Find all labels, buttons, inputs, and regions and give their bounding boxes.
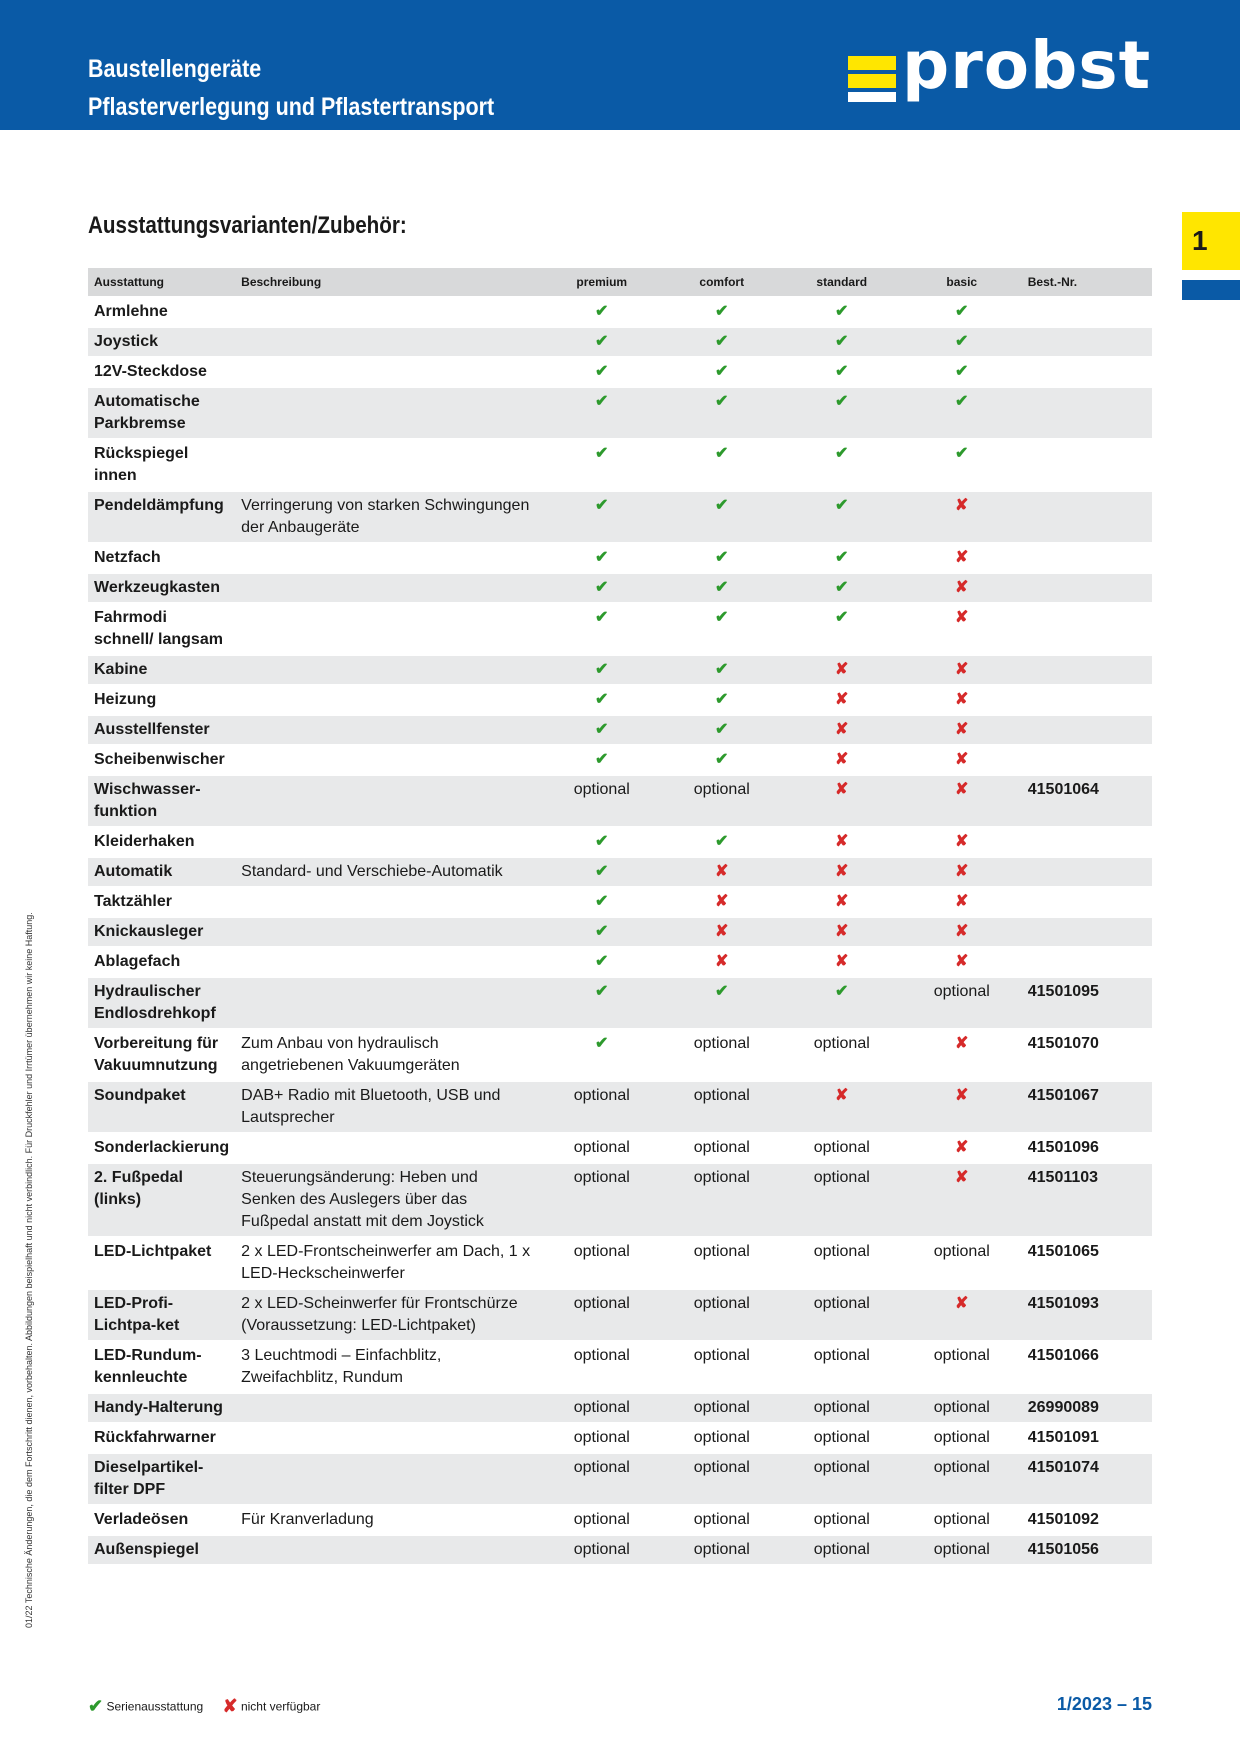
row-comfort-value: optional: [662, 1505, 782, 1535]
cross-icon: ✘: [902, 1029, 1022, 1081]
check-icon: ✔: [782, 977, 902, 1029]
row-basic-value: optional: [902, 1505, 1022, 1535]
row-description: Zum Anbau von hydraulisch angetriebenen Vakuumgeräten: [235, 1029, 542, 1081]
check-icon: ✔: [662, 491, 782, 543]
row-order-number: [1022, 887, 1152, 917]
table-row: [88, 977, 1152, 1029]
check-icon: ✔: [902, 387, 1022, 439]
row-order-number: [1022, 745, 1152, 775]
legend: [88, 1696, 320, 1717]
cross-icon: ✘: [902, 491, 1022, 543]
check-icon: ✔: [542, 327, 662, 357]
check-icon: ✔: [662, 685, 782, 715]
row-description: Steuerungsänderung: Heben und Senken des Auslegers über das Fußpedal anstatt mit dem Joystick: [235, 1163, 542, 1237]
logo-bar-icon: [848, 92, 896, 102]
legend-cross-label: nicht verfügbar: [240, 1699, 321, 1714]
row-comfort-value: optional: [662, 1133, 782, 1163]
row-order-number: 41501091: [1022, 1423, 1152, 1453]
row-comfort-value: optional: [662, 1341, 782, 1393]
row-description: [235, 917, 542, 947]
table-row: [88, 603, 1152, 655]
cross-icon: ✘: [902, 745, 1022, 775]
check-icon: ✔: [542, 543, 662, 573]
check-icon: ✔: [542, 857, 662, 887]
row-feature-name: Ausstellfenster: [88, 715, 235, 745]
row-feature-name: Kabine: [88, 655, 235, 685]
check-icon: ✔: [782, 573, 902, 603]
check-icon: ✔: [782, 297, 902, 327]
check-icon: ✔: [902, 327, 1022, 357]
check-icon: ✔: [782, 439, 902, 491]
row-basic-value: optional: [902, 977, 1022, 1029]
cross-icon: ✘: [782, 857, 902, 887]
row-feature-name: Rückfahrwarner: [88, 1423, 235, 1453]
header-title: [88, 50, 494, 126]
row-feature-name: Automatische Parkbremse: [88, 387, 235, 439]
cross-icon: ✘: [902, 827, 1022, 857]
row-feature-name: Ablagefach: [88, 947, 235, 977]
check-icon: ✔: [782, 387, 902, 439]
row-premium-value: optional: [542, 1453, 662, 1505]
col-header-comfort: comfort: [662, 268, 782, 297]
cross-icon: ✘: [902, 947, 1022, 977]
row-order-number: [1022, 917, 1152, 947]
check-icon: ✔: [542, 1029, 662, 1081]
row-comfort-value: optional: [662, 1535, 782, 1565]
table-row: [88, 297, 1152, 327]
row-description: [235, 387, 542, 439]
table-row: [88, 1453, 1152, 1505]
check-icon: ✔: [782, 543, 902, 573]
row-order-number: [1022, 655, 1152, 685]
row-order-number: [1022, 357, 1152, 387]
row-order-number: [1022, 603, 1152, 655]
logo-bar-icon: [848, 74, 896, 88]
row-feature-name: Knickausleger: [88, 917, 235, 947]
row-standard-value: optional: [782, 1341, 902, 1393]
check-icon: ✔: [902, 297, 1022, 327]
row-feature-name: Soundpaket: [88, 1081, 235, 1133]
row-standard-value: optional: [782, 1423, 902, 1453]
cross-icon: ✘: [902, 543, 1022, 573]
cross-icon: ✘: [902, 857, 1022, 887]
col-header-ausstattung: Ausstattung: [88, 268, 235, 297]
table-row: [88, 775, 1152, 827]
row-description: 3 Leuchtmodi – Einfachblitz, Zweifachblitz, Rundum: [235, 1341, 542, 1393]
cross-icon: ✘: [782, 745, 902, 775]
row-order-number: [1022, 947, 1152, 977]
cross-icon: ✘: [782, 1081, 902, 1133]
row-order-number: [1022, 685, 1152, 715]
row-basic-value: optional: [902, 1535, 1022, 1565]
check-icon: ✔: [662, 297, 782, 327]
row-basic-value: optional: [902, 1237, 1022, 1289]
col-header-bestnr: Best.-Nr.: [1022, 268, 1152, 297]
check-icon: ✔: [662, 977, 782, 1029]
row-premium-value: optional: [542, 1423, 662, 1453]
row-comfort-value: optional: [662, 1423, 782, 1453]
header-title-line1: Baustellengeräte: [88, 55, 262, 83]
row-description: [235, 1393, 542, 1423]
row-description: [235, 1423, 542, 1453]
check-icon: ✔: [542, 491, 662, 543]
cross-icon: ✘: [782, 715, 902, 745]
row-order-number: [1022, 439, 1152, 491]
check-icon: ✔: [542, 917, 662, 947]
row-order-number: 41501092: [1022, 1505, 1152, 1535]
row-description: Verringerung von starken Schwingungen der Anbaugeräte: [235, 491, 542, 543]
row-premium-value: optional: [542, 1081, 662, 1133]
logo-wordmark: probst: [902, 27, 1152, 104]
row-premium-value: optional: [542, 1237, 662, 1289]
check-icon: ✔: [542, 573, 662, 603]
row-description: [235, 947, 542, 977]
row-comfort-value: optional: [662, 1289, 782, 1341]
table-row: [88, 357, 1152, 387]
table-body: [88, 297, 1152, 1565]
table-row: [88, 543, 1152, 573]
row-comfort-value: optional: [662, 775, 782, 827]
header-title-line2: Pflasterverlegung und Pflastertransport: [88, 93, 495, 121]
row-feature-name: LED-Profi-Lichtpa-ket: [88, 1289, 235, 1341]
disclaimer-note: 01/22 Technische Änderungen, die dem Fortschritt dienen, vorbehalten. Abbildungen beispielhaft und nicht verbindlich. Für Druckfehler und Irrtümer übernehmen wir keine Haftung.: [24, 912, 34, 1628]
row-order-number: [1022, 715, 1152, 745]
row-order-number: [1022, 327, 1152, 357]
row-order-number: 41501070: [1022, 1029, 1152, 1081]
check-icon: ✔: [542, 357, 662, 387]
row-feature-name: 12V-Steckdose: [88, 357, 235, 387]
table-row: [88, 745, 1152, 775]
row-order-number: 41501096: [1022, 1133, 1152, 1163]
table-row: [88, 327, 1152, 357]
row-feature-name: Verladeösen: [88, 1505, 235, 1535]
legend-check-label: Serienausstattung: [106, 1699, 204, 1714]
row-standard-value: optional: [782, 1237, 902, 1289]
table-row: [88, 1029, 1152, 1081]
col-header-beschreibung: Beschreibung: [235, 268, 542, 297]
cross-icon: ✘: [902, 715, 1022, 745]
row-description: 2 x LED-Scheinwerfer für Frontschürze (Voraussetzung: LED-Lichtpaket): [235, 1289, 542, 1341]
row-feature-name: Sonderlackierung: [88, 1133, 235, 1163]
row-description: [235, 297, 542, 327]
table-row: [88, 439, 1152, 491]
row-comfort-value: optional: [662, 1453, 782, 1505]
table-row: [88, 1081, 1152, 1133]
row-comfort-value: optional: [662, 1393, 782, 1423]
row-feature-name: Taktzähler: [88, 887, 235, 917]
table-row: [88, 1505, 1152, 1535]
check-icon: ✔: [542, 745, 662, 775]
cross-icon: ✘: [902, 887, 1022, 917]
row-description: [235, 887, 542, 917]
row-description: [235, 1535, 542, 1565]
check-icon: ✔: [542, 715, 662, 745]
table-row: [88, 655, 1152, 685]
cross-icon: ✘: [902, 1163, 1022, 1237]
row-feature-name: Heizung: [88, 685, 235, 715]
check-icon: ✔: [542, 887, 662, 917]
row-standard-value: optional: [782, 1453, 902, 1505]
check-icon: ✔: [902, 357, 1022, 387]
row-order-number: [1022, 387, 1152, 439]
check-icon: ✔: [662, 827, 782, 857]
cross-icon: ✘: [902, 655, 1022, 685]
row-description: [235, 439, 542, 491]
cross-icon: ✘: [662, 947, 782, 977]
row-standard-value: optional: [782, 1535, 902, 1565]
cross-icon: ✘: [782, 827, 902, 857]
row-feature-name: Joystick: [88, 327, 235, 357]
check-icon: ✔: [542, 947, 662, 977]
row-order-number: 41501064: [1022, 775, 1152, 827]
row-premium-value: optional: [542, 1393, 662, 1423]
row-comfort-value: optional: [662, 1163, 782, 1237]
cross-icon: ✘: [902, 1081, 1022, 1133]
row-description: [235, 715, 542, 745]
row-order-number: 41501065: [1022, 1237, 1152, 1289]
table-row: [88, 1133, 1152, 1163]
table-row: [88, 857, 1152, 887]
check-icon: ✔: [662, 543, 782, 573]
row-premium-value: optional: [542, 1289, 662, 1341]
row-premium-value: optional: [542, 1505, 662, 1535]
row-standard-value: optional: [782, 1393, 902, 1423]
row-description: Für Kranverladung: [235, 1505, 542, 1535]
row-feature-name: Dieselpartikel-filter DPF: [88, 1453, 235, 1505]
chapter-tab-marker: [1182, 280, 1240, 300]
row-description: DAB+ Radio mit Bluetooth, USB und Lautsprecher: [235, 1081, 542, 1133]
check-icon: ✔: [662, 715, 782, 745]
row-premium-value: optional: [542, 1535, 662, 1565]
row-order-number: 41501074: [1022, 1453, 1152, 1505]
table-row: [88, 1341, 1152, 1393]
page-number: 1/2023 – 15: [1056, 1694, 1152, 1714]
row-order-number: [1022, 857, 1152, 887]
cross-icon: ✘: [782, 947, 902, 977]
check-icon: ✔: [902, 439, 1022, 491]
row-description: [235, 655, 542, 685]
row-feature-name: Handy-Halterung: [88, 1393, 235, 1423]
cross-icon: ✘: [782, 917, 902, 947]
row-comfort-value: optional: [662, 1237, 782, 1289]
cross-icon: ✘: [902, 917, 1022, 947]
col-header-premium: premium: [542, 268, 662, 297]
check-icon: ✔: [782, 491, 902, 543]
row-premium-value: optional: [542, 1163, 662, 1237]
check-icon: ✔: [662, 745, 782, 775]
logo-bar-icon: [848, 56, 896, 70]
row-description: [235, 977, 542, 1029]
check-icon: ✔: [662, 603, 782, 655]
row-feature-name: LED-Lichtpaket: [88, 1237, 235, 1289]
row-premium-value: optional: [542, 1133, 662, 1163]
row-feature-name: LED-Rundum-kennleuchte: [88, 1341, 235, 1393]
row-feature-name: Wischwasser-funktion: [88, 775, 235, 827]
row-premium-value: optional: [542, 1341, 662, 1393]
cross-icon: ✘: [902, 603, 1022, 655]
row-description: Standard- und Verschiebe-Automatik: [235, 857, 542, 887]
page-header: [0, 0, 1240, 130]
row-description: [235, 685, 542, 715]
row-feature-name: Hydraulischer Endlosdrehkopf: [88, 977, 235, 1029]
row-feature-name: Werkzeugkasten: [88, 573, 235, 603]
table-row: [88, 1393, 1152, 1423]
equipment-table: [88, 268, 1152, 1566]
row-feature-name: Scheibenwischer: [88, 745, 235, 775]
check-icon: ✔: [782, 603, 902, 655]
table-row: [88, 947, 1152, 977]
row-premium-value: optional: [542, 775, 662, 827]
row-description: 2 x LED-Frontscheinwerfer am Dach, 1 x LED-Heckscheinwerfer: [235, 1237, 542, 1289]
row-standard-value: optional: [782, 1505, 902, 1535]
row-order-number: 41501093: [1022, 1289, 1152, 1341]
row-order-number: [1022, 827, 1152, 857]
table-header-row: [88, 268, 1152, 297]
row-description: [235, 1133, 542, 1163]
row-feature-name: Netzfach: [88, 543, 235, 573]
cross-icon: ✘: [782, 655, 902, 685]
check-icon: ✔: [662, 387, 782, 439]
row-feature-name: 2. Fußpedal (links): [88, 1163, 235, 1237]
row-description: [235, 543, 542, 573]
row-order-number: 41501067: [1022, 1081, 1152, 1133]
check-icon: ✔: [782, 357, 902, 387]
check-icon: ✔: [542, 827, 662, 857]
row-feature-name: Armlehne: [88, 297, 235, 327]
row-order-number: 41501095: [1022, 977, 1152, 1029]
check-icon: ✔: [542, 655, 662, 685]
row-comfort-value: optional: [662, 1081, 782, 1133]
row-order-number: 41501066: [1022, 1341, 1152, 1393]
row-feature-name: Kleiderhaken: [88, 827, 235, 857]
row-order-number: 41501103: [1022, 1163, 1152, 1237]
check-icon: ✔: [662, 357, 782, 387]
row-order-number: [1022, 573, 1152, 603]
table-row: [88, 685, 1152, 715]
cross-icon: ✘: [902, 573, 1022, 603]
check-icon: ✔: [542, 297, 662, 327]
check-icon: ✔: [542, 603, 662, 655]
row-order-number: [1022, 543, 1152, 573]
row-feature-name: Rückspiegel innen: [88, 439, 235, 491]
cross-icon: ✘: [902, 775, 1022, 827]
row-feature-name: Außenspiegel: [88, 1535, 235, 1565]
row-feature-name: Automatik: [88, 857, 235, 887]
row-description: [235, 603, 542, 655]
check-icon: ✔: [662, 655, 782, 685]
row-standard-value: optional: [782, 1289, 902, 1341]
row-standard-value: optional: [782, 1029, 902, 1081]
row-comfort-value: optional: [662, 1029, 782, 1081]
table-row: [88, 573, 1152, 603]
row-description: [235, 357, 542, 387]
cross-icon: ✘: [662, 857, 782, 887]
table-row: [88, 715, 1152, 745]
row-order-number: [1022, 491, 1152, 543]
probst-logo: [848, 27, 1158, 105]
check-icon: ✔: [662, 439, 782, 491]
check-icon: ✔: [88, 1696, 104, 1716]
row-feature-name: Vorbereitung für Vakuumnutzung: [88, 1029, 235, 1081]
row-order-number: 41501056: [1022, 1535, 1152, 1565]
row-basic-value: optional: [902, 1423, 1022, 1453]
cross-icon: ✘: [902, 1133, 1022, 1163]
row-basic-value: optional: [902, 1341, 1022, 1393]
col-header-basic: basic: [902, 268, 1022, 297]
cross-icon: ✘: [782, 775, 902, 827]
check-icon: ✔: [542, 439, 662, 491]
table-row: [88, 491, 1152, 543]
row-standard-value: optional: [782, 1133, 902, 1163]
cross-icon: ✘: [662, 887, 782, 917]
table-row: [88, 387, 1152, 439]
cross-icon: ✘: [902, 1289, 1022, 1341]
check-icon: ✔: [542, 685, 662, 715]
row-order-number: [1022, 297, 1152, 327]
check-icon: ✔: [662, 573, 782, 603]
row-feature-name: Fahrmodi schnell/ langsam: [88, 603, 235, 655]
check-icon: ✔: [662, 327, 782, 357]
check-icon: ✔: [542, 977, 662, 1029]
row-description: [235, 827, 542, 857]
cross-icon: ✘: [782, 887, 902, 917]
section-title: Ausstattungsvarianten/Zubehör:: [88, 212, 407, 239]
row-description: [235, 1453, 542, 1505]
table-row: [88, 827, 1152, 857]
table-row: [88, 917, 1152, 947]
row-standard-value: optional: [782, 1163, 902, 1237]
row-basic-value: optional: [902, 1393, 1022, 1423]
cross-icon: ✘: [662, 917, 782, 947]
chapter-tab: 1: [1182, 212, 1240, 270]
row-description: [235, 327, 542, 357]
row-feature-name: Pendeldämpfung: [88, 491, 235, 543]
row-description: [235, 573, 542, 603]
col-header-standard: standard: [782, 268, 902, 297]
row-order-number: 26990089: [1022, 1393, 1152, 1423]
table-row: [88, 1423, 1152, 1453]
check-icon: ✔: [542, 387, 662, 439]
row-basic-value: optional: [902, 1453, 1022, 1505]
cross-icon: ✘: [222, 1696, 238, 1716]
check-icon: ✔: [782, 327, 902, 357]
table-row: [88, 1163, 1152, 1237]
table-row: [88, 1535, 1152, 1565]
cross-icon: ✘: [782, 685, 902, 715]
table-row: [88, 1289, 1152, 1341]
row-description: [235, 745, 542, 775]
row-description: [235, 775, 542, 827]
table-row: [88, 1237, 1152, 1289]
table-row: [88, 887, 1152, 917]
cross-icon: ✘: [902, 685, 1022, 715]
